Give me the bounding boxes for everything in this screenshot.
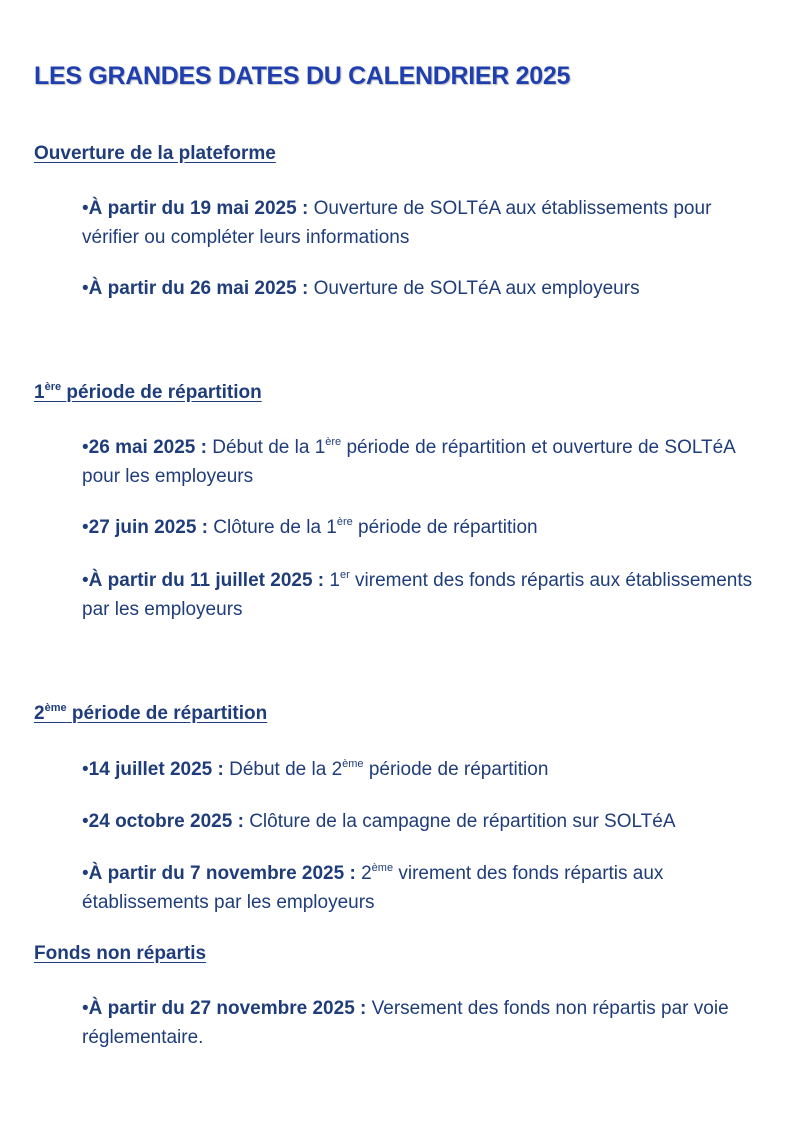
item-date: À partir du 27 novembre 2025 : [88, 998, 367, 1019]
item-text: Ouverture de SOLTéA aux employeurs [313, 278, 640, 299]
item-text: période de répartition et ouverture de SOLTéA pour les employeurs [82, 437, 735, 487]
item-text: période de répartition [358, 517, 538, 538]
item-date: À partir du 7 novembre 2025 : [88, 863, 356, 884]
heading-text: période de répartition [66, 382, 262, 403]
list-item: •À partir du 7 novembre 2025 : 2ème virement des fonds répartis aux établissements par les employeurs [82, 862, 664, 913]
item-text: Début de la 2 [229, 759, 343, 780]
item-text: Clôture de la campagne de répartition sur SOLTéA [249, 811, 676, 832]
item-text: Ouverture de SOLTéA aux établissements pour vérifier ou compléter leurs informations [82, 198, 712, 248]
section-heading-periode-1 [34, 382, 262, 404]
heading-superscript: ère [44, 381, 62, 393]
item-date: 24 octobre 2025 : [88, 811, 244, 832]
list-item: •À partir du 11 juillet 2025 : 1er virement des fonds répartis aux établissements par les employeurs [82, 569, 753, 620]
list-item: •14 juillet 2025 : Début de la 2ème période de répartition [82, 758, 549, 780]
item-text: 2 [361, 863, 372, 884]
list-item: •27 juin 2025 : Clôture de la 1ère période de répartition [82, 516, 538, 538]
item-text: Versement des fonds non répartis par voie réglementaire. [82, 998, 729, 1048]
list-item: •26 mai 2025 : Début de la 1ère période de répartition et ouverture de SOLTéA pour les employeurs [82, 436, 735, 487]
list-item: •À partir du 26 mai 2025 : Ouverture de SOLTéA aux employeurs [82, 278, 640, 299]
item-text: Clôture de la 1 [213, 517, 337, 538]
item-text: 1 [329, 570, 340, 591]
item-date: 27 juin 2025 : [88, 517, 208, 538]
item-superscript: ème [371, 862, 394, 874]
heading-number: 2 [34, 703, 45, 724]
item-date: 14 juillet 2025 : [88, 759, 224, 780]
list-item: •À partir du 19 mai 2025 : Ouverture de SOLTéA aux établissements pour vérifier ou compléter leurs informations [82, 198, 712, 248]
item-superscript: ère [325, 436, 342, 448]
heading-superscript: ème [44, 702, 67, 714]
section-heading-periode-2 [34, 703, 267, 725]
item-date: 26 mai 2025 : [88, 437, 207, 458]
item-date: À partir du 19 mai 2025 : [88, 198, 309, 219]
item-superscript: ème [342, 758, 364, 770]
item-text: virement des fonds répartis aux établissements par les employeurs [82, 863, 664, 913]
item-text: période de répartition [368, 759, 549, 780]
item-superscript: er [339, 569, 350, 581]
list-item: •24 octobre 2025 : Clôture de la campagne de répartition sur SOLTéA [82, 811, 676, 832]
item-superscript: ère [336, 516, 353, 528]
section-heading-fonds-non-repartis: Fonds non répartis [34, 943, 207, 964]
heading-text: période de répartition [71, 703, 268, 724]
item-date: À partir du 26 mai 2025 : [88, 278, 309, 299]
item-text: Début de la 1 [212, 437, 326, 458]
section-heading-ouverture: Ouverture de la plateforme [34, 143, 276, 164]
item-date: À partir du 11 juillet 2025 : [88, 570, 325, 591]
list-item: •À partir du 27 novembre 2025 : Versement des fonds non répartis par voie réglementaire. [82, 998, 729, 1048]
page-title: LES GRANDES DATES DU CALENDRIER 2025 [34, 62, 571, 90]
item-text: virement des fonds répartis aux établissements par les employeurs [82, 570, 753, 620]
heading-number: 1 [34, 382, 45, 403]
